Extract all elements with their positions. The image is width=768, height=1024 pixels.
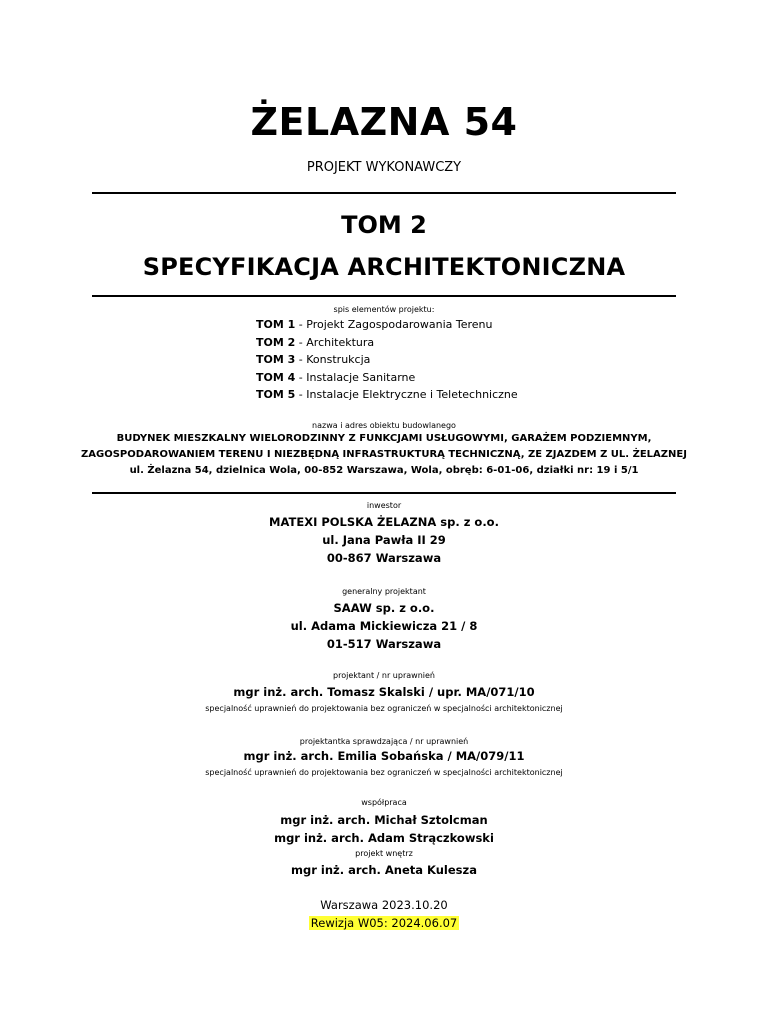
volume-desc: - Konstrukcja xyxy=(298,353,371,366)
revision-badge: Rewizja W05: 2024.06.07 xyxy=(310,916,458,930)
cooperation-caption: współpraca xyxy=(361,798,407,807)
general-designer-city: 01-517 Warszawa xyxy=(326,637,442,651)
designer-caption: projektant / nr uprawnień xyxy=(333,671,435,680)
divider-top xyxy=(92,192,676,194)
volume-desc: - Instalacje Elektryczne i Teletechniczne xyxy=(298,388,518,401)
document-date: Warszawa 2023.10.20 xyxy=(320,898,448,912)
list-item xyxy=(256,371,518,389)
volume-desc: - Architektura xyxy=(298,335,375,349)
object-address: ul. Żelazna 54, dzielnica Wola, 00-852 Warszawa, Wola, obręb: 6-01-06, działki nr: 19 i 5/1 xyxy=(129,465,639,476)
checker-note: specjalność uprawnień do projektowania bez ograniczeń w specjalności architektonicznej xyxy=(205,768,563,777)
volume-desc: - Instalacje Sanitarne xyxy=(298,370,416,384)
volume-number: TOM 2 xyxy=(341,211,427,239)
checker-caption: projektantka sprawdzająca / nr uprawnień xyxy=(299,737,469,746)
checker-name: mgr inż. arch. Emilia Sobańska / MA/079/11 xyxy=(243,749,525,763)
volume-label: TOM 4 xyxy=(256,370,296,384)
interior-person: mgr inż. arch. Aneta Kulesza xyxy=(291,863,477,877)
volume-list xyxy=(256,318,518,406)
document-title: ŻELAZNA 54 xyxy=(250,100,518,144)
investor-street: ul. Jana Pawła II 29 xyxy=(322,533,446,547)
investor-caption: inwestor xyxy=(366,501,402,510)
list-item xyxy=(256,353,518,371)
investor-city: 00-867 Warszawa xyxy=(326,551,442,565)
general-designer-name: SAAW sp. z o.o. xyxy=(333,601,435,615)
object-line-2: ZAGOSPODAROWANIEM TERENU I NIEZBĘDNĄ INFRASTRUKTURĄ TECHNICZNĄ, ZE ZJAZDEM Z UL. ŻELAZNEJ xyxy=(81,449,687,460)
cooperation-person-2: mgr inż. arch. Adam Strączkowski xyxy=(274,831,494,845)
divider-volume xyxy=(92,295,676,297)
volume-label: TOM 1 xyxy=(256,318,296,331)
elements-caption: spis elementów projektu: xyxy=(333,305,435,314)
object-caption: nazwa i adres obiektu budowlanego xyxy=(312,421,456,430)
volume-label: TOM 3 xyxy=(256,353,296,366)
designer-name: mgr inż. arch. Tomasz Skalski / upr. MA/071/10 xyxy=(233,685,535,699)
object-line-1: BUDYNEK MIESZKALNY WIELORODZINNY Z FUNKCJAMI USŁUGOWYMI, GARAŻEM PODZIEMNYM, xyxy=(116,433,652,444)
interior-caption: projekt wnętrz xyxy=(355,849,413,858)
list-item xyxy=(256,318,518,336)
general-designer-street: ul. Adama Mickiewicza 21 / 8 xyxy=(290,619,478,633)
list-item xyxy=(256,388,518,406)
general-designer-caption: generalny projektant xyxy=(342,587,426,596)
volume-label: TOM 2 xyxy=(256,335,296,349)
volume-label: TOM 5 xyxy=(256,388,296,401)
volume-desc: - Projekt Zagospodarowania Terenu xyxy=(295,318,493,331)
designer-note: specjalność uprawnień do projektowania bez ograniczeń w specjalności architektonicznej xyxy=(205,704,563,713)
cooperation-person-1: mgr inż. arch. Michał Sztolcman xyxy=(280,813,488,827)
list-item xyxy=(256,336,518,354)
investor-name: MATEXI POLSKA ŻELAZNA sp. z o.o. xyxy=(269,515,499,529)
volume-title: SPECYFIKACJA ARCHITEKTONICZNA xyxy=(142,253,626,281)
divider-object xyxy=(92,492,676,494)
document-subtitle: PROJEKT WYKONAWCZY xyxy=(306,160,462,175)
